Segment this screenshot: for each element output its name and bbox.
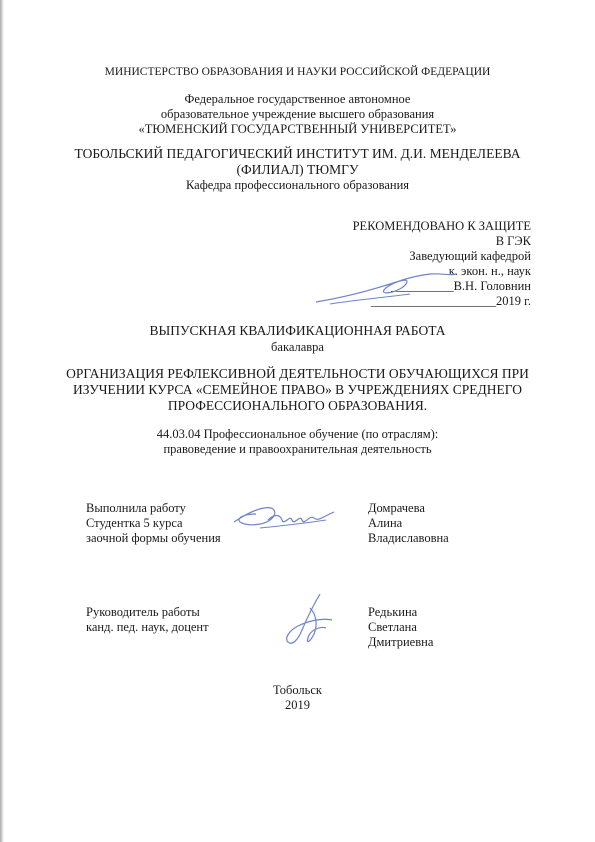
approval-date: ____________________2019 г. <box>371 294 531 308</box>
author-role-1: Выполнила работу <box>86 501 186 515</box>
branch-line-1: ТОБОЛЬСКИЙ ПЕДАГОГИЧЕСКИЙ ИНСТИТУТ ИМ. Д.И. МЕНДЕЛЕЕВА <box>74 146 521 161</box>
specialty-line-2: правоведение и правоохранительная деятельность <box>163 442 432 456</box>
work-title-line-1: ОРГАНИЗАЦИЯ РЕФЛЕКСИВНОЙ ДЕЯТЕЛЬНОСТИ ОБУЧАЮЩИХСЯ ПРИ <box>66 366 529 381</box>
approval-line-2: В ГЭК <box>495 234 531 248</box>
author-surname: Домрачева <box>368 501 425 515</box>
supervisor-role-2: канд. пед. наук, доцент <box>86 620 209 634</box>
author-role-2: Студентка 5 курса <box>86 516 183 530</box>
year: 2019 <box>285 698 310 712</box>
supervisor-signature <box>280 590 340 652</box>
author-signature <box>230 500 340 536</box>
author-role-3: заочной формы обучения <box>86 531 221 545</box>
institution-line-2: образовательное учреждение высшего образования <box>160 107 435 121</box>
supervisor-patronymic: Дмитриевна <box>368 635 434 649</box>
department-name: Кафедра профессионального образования <box>185 178 410 192</box>
ministry-line: МИНИСТЕРСТВО ОБРАЗОВАНИЯ И НАУКИ РОССИЙСКОЙ ФЕДЕРАЦИИ <box>104 66 491 78</box>
work-title-line-2: ИЗУЧЕНИИ КУРСА «СЕМЕЙНОЕ ПРАВО» В УЧРЕЖДЕНИЯХ СРЕДНЕГО <box>73 382 522 397</box>
approval-position: Заведующий кафедрой <box>409 249 531 263</box>
approval-signatory: __________В.Н. Головнин <box>391 279 531 293</box>
supervisor-first-name: Светлана <box>368 620 417 634</box>
approval-title: РЕКОМЕНДОВАНО К ЗАЩИТЕ <box>352 219 531 233</box>
supervisor-surname: Редькина <box>368 605 418 619</box>
approval-degree: к. экон. н., наук <box>448 264 531 278</box>
work-type: ВЫПУСКНАЯ КВАЛИФИКАЦИОННАЯ РАБОТА <box>149 323 446 338</box>
university-name: «ТЮМЕНСКИЙ ГОСУДАРСТВЕННЫЙ УНИВЕРСИТЕТ» <box>138 122 457 136</box>
author-patronymic: Владиславовна <box>368 531 449 545</box>
work-level: бакалавра <box>271 340 324 354</box>
branch-line-2: (ФИЛИАЛ) ТЮМГУ <box>236 162 359 177</box>
institution-line-1: Федеральное государственное автономное <box>184 92 411 106</box>
city: Тобольск <box>273 683 322 697</box>
author-first-name: Алина <box>368 516 403 530</box>
work-title-line-3: ПРОФЕССИОНАЛЬНОГО ОБРАЗОВАНИЯ. <box>167 398 428 413</box>
supervisor-role-1: Руководитель работы <box>86 605 200 619</box>
specialty-line-1: 44.03.04 Профессиональное обучение (по отраслям): <box>156 427 439 441</box>
head-signature <box>310 268 460 308</box>
